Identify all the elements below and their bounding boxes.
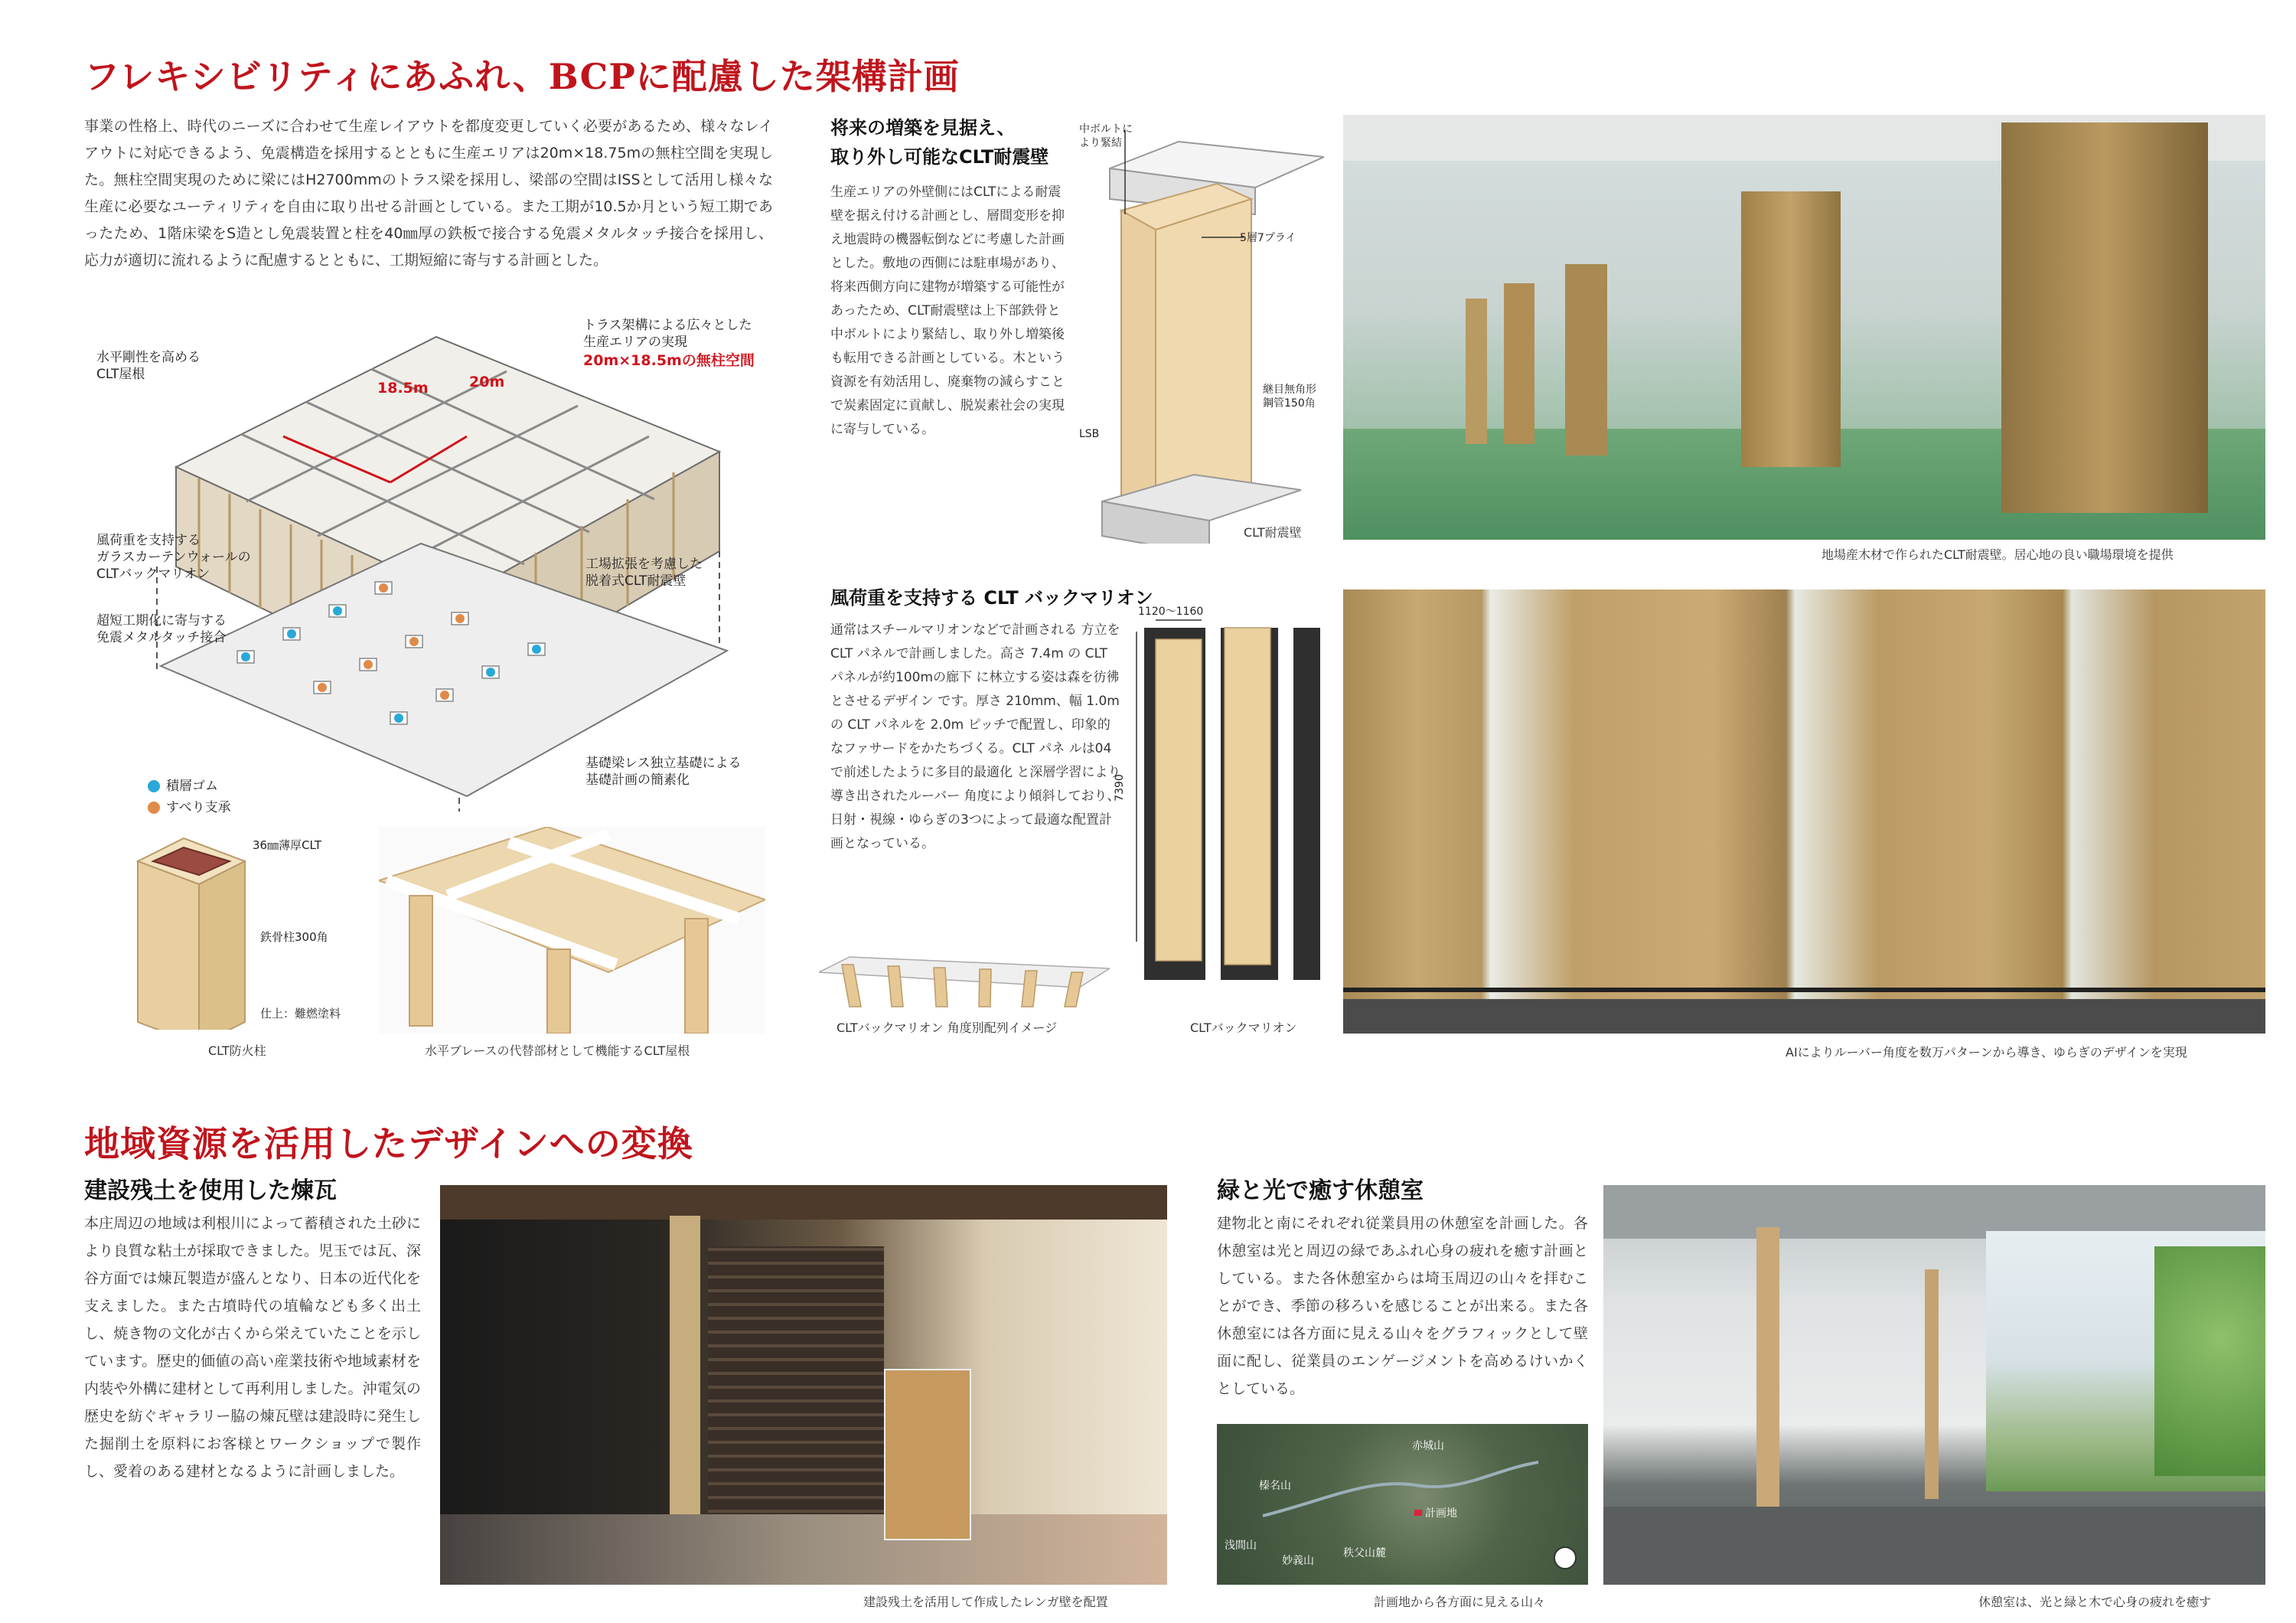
clt-panel-2 (1504, 283, 1534, 444)
area-map (1217, 1424, 1588, 1585)
intro-paragraph: 事業の性格上、時代のニーズに合わせて生産レイアウトを都度変更していく必要があるため、様々なレイアウトに対応できるよう、免震構造を採用するとともに生産エリアは20m×18.75mの無柱空間を実現した。無柱空間実現のために梁にはH2700mmのトラス梁を採用し、梁部の空間はISSとして活用し様々な生産に必要なユーティリティを自由に取り出せる計画としている。また工期が10.5か月という短工期であったため、1階床梁をS造とし免震装置と柱を40㎜厚の鉄板で接合する免震メタルタッチ接合を採用し、応力が適切に流れるように配慮するとともに、工期短縮に寄与する計画とした。 (84, 118, 773, 269)
clt-panel-1 (1466, 299, 1487, 444)
clt-panel-4 (1741, 191, 1841, 467)
compass-icon (1554, 1546, 1577, 1569)
mullion-elevation-drawing (1114, 605, 1328, 988)
brick-title: 建設残土を使用した煉瓦 (84, 1177, 337, 1204)
caption-mullion: CLTバックマリオン (1190, 1020, 1297, 1035)
wood-column-1 (1756, 1227, 1779, 1518)
label-finish: 仕上：難燃塗料 (260, 1007, 341, 1020)
mullion-text: 通常はスチールマリオンなどで計画される 方立を CLT パネルで計画しました。高さ 7.4m の CLT パネルが約100mの廊下 に林立する姿は森を彷彿とさせるデザイン です。厚さ 210mm、幅 1.0m の CLT パネルを 2.0m ピッチで配置し、印象的 なファサードをかたちづくる。CLT パネ ルは04 で前述したように多目的最適化 と深層学習により導き出されたルーバー 角度により傾斜しており、日射・視線・ゆらぎの3つによって最適な配置計画となっている。 (830, 622, 1121, 851)
caption-clt-roof: 水平ブレースの代替部材として機能するCLT屋根 (425, 1043, 690, 1058)
ceiling-louvers (440, 1185, 1167, 1220)
structure-diagram (84, 318, 788, 815)
legend-dot-orange (148, 802, 160, 814)
handrail (1343, 988, 2265, 992)
clt-wall-title-line1: 将来の増築を見据え、 (830, 117, 1016, 139)
lounge-photo (1603, 1185, 2265, 1585)
wood-column-2 (1925, 1269, 1939, 1499)
display-case (884, 1369, 971, 1540)
map-label-asama: 浅間山 (1225, 1540, 1257, 1552)
label-clt-roof: 水平剛性を高める CLT屋根 (96, 350, 201, 382)
mullion-title: 風荷重を支持する CLT バックマリオン (830, 587, 1153, 609)
caption-clt-wall: CLT耐震壁 (1244, 525, 1302, 540)
wood-panels (1343, 589, 2265, 1034)
clt-wall-illustration (1079, 115, 1324, 544)
caption-mullion-photo: AIによりルーバー角度を数万パターンから導き、ゆらぎのデザインを実現 (1786, 1045, 2187, 1060)
label-truss-highlight: 20m×18.5mの無柱空間 (583, 352, 755, 369)
map-label-myogi: 妙義山 (1282, 1555, 1314, 1567)
brick-wall (708, 1246, 884, 1537)
label-ply: 5層7プライ (1240, 232, 1296, 244)
caption-map: 計画地から各方面に見える山々 (1374, 1595, 1546, 1609)
label-clt36: 36㎜薄厚CLT (253, 838, 322, 852)
label-steel: 鉄骨柱300角 (260, 930, 328, 944)
legend-item-slider: すべり支承 (148, 782, 231, 816)
label-lsb: LSB (1079, 428, 1100, 440)
map-label-akagi: 赤城山 (1412, 1440, 1444, 1452)
clt-wall-drawing (1079, 115, 1324, 544)
label-clt-wall: 工場拡張を考慮した 脱着式CLT耐震壁 (585, 557, 703, 589)
mullion-angle-illustration (819, 942, 1110, 1011)
clt-panel-5 (2001, 122, 2208, 513)
map-label-haruna: 榛名山 (1259, 1480, 1291, 1492)
caption-fire-column: CLT防火柱 (208, 1043, 266, 1058)
dimension-width: 1120～1160 (1138, 606, 1204, 618)
section-heading-region: 地域資源を活用したデザインへの変換 (84, 1123, 693, 1164)
section-heading-structure: フレキシビリティにあふれ、BCPに配慮した架構計画 (84, 56, 960, 97)
clt-wall-title (830, 113, 1049, 171)
floor (1603, 1507, 2265, 1585)
clt-wall-photo (1343, 115, 2265, 540)
handrail-base (1343, 999, 2265, 1034)
tree (2154, 1246, 2265, 1476)
dimension-height: 7390 (1113, 774, 1126, 802)
label-curtain-wall: 風荷重を支持する ガラスカーテンウォールの CLTバックマリオン (96, 533, 251, 582)
label-foundation: 基礎梁レス独立基礎による 基礎計画の簡素化 (585, 756, 742, 788)
mullion-angle-drawing (819, 942, 1110, 1011)
label-bolt: 中ボルトに より緊結 (1079, 123, 1133, 149)
dimension-18-5m: 18.5m (377, 380, 429, 397)
clt-roof-illustration (379, 827, 765, 1034)
map-label-site: 計画地 (1425, 1507, 1457, 1520)
clt-wall-text: 生産エリアの外壁側にはCLTによる耐震壁を据え付ける計画とし、層間変形を抑え地震時の機器転倒などに考慮した計画とした。敷地の西側には駐車場があり、将来西側方向に建物が増築する可能性があったため、CLT耐震壁は上下部鉄骨と中ボルトにより緊結し、取り外し増築後も転用できる計画としている。木という資源を有効活用し、廃棄物の減らすことで炭素固定に貢献し、脱炭素社会の実現に寄与している。 (830, 185, 1065, 437)
map-label-chichibu: 秩父山麓 (1343, 1547, 1386, 1559)
clt-fire-column-drawing (130, 831, 360, 1030)
label-truss: トラス架構による広々とした 生産エリアの実現 (583, 318, 752, 350)
dimension-20m: 20m (469, 374, 505, 390)
caption-brick-photo: 建設残土を活用して作成したレンガ壁を配置 (863, 1595, 1108, 1609)
label-pipe: 継目無角形 鋼管150角 (1263, 384, 1316, 410)
lounge-text: 建物北と南にそれぞれ従業員用の休憩室を計画した。各休憩室は光と周辺の緑であふれ心身の疲れを癒す計画としている。また各休憩室からは埼玉周辺の山々を拝むことができ、季節の移ろいを感じることが出来る。また各休憩室には各方面に見える山々をグラフィックとして壁面に配し、従業員のエンゲージメントを高めるけいかくとしている。 (1217, 1215, 1588, 1397)
caption-lounge-photo: 休憩室は、光と緑と木で心身の疲れを癒す (1978, 1595, 2212, 1609)
mullion-photo (1343, 589, 2265, 1034)
label-metal-touch: 超短工期化に寄与する 免震メタルタッチ接合 (96, 613, 227, 645)
caption-mullion-angle: CLTバックマリオン 角度別配列イメージ (837, 1020, 1058, 1035)
clt-panel-3 (1565, 264, 1607, 456)
legend-item-rubber: 積層ゴム (148, 761, 218, 795)
brick-photo (440, 1185, 1167, 1585)
lounge-title: 緑と光で癒す休憩室 (1217, 1177, 1424, 1204)
clt-roof-drawing (379, 827, 765, 1034)
floor (440, 1514, 1167, 1585)
clt-wall-title-line2: 取り外し可能なCLT耐震壁 (830, 146, 1049, 168)
mullion-elevation-illustration (1114, 605, 1328, 988)
map-river (1217, 1424, 1588, 1585)
caption-clt-wall-photo: 地場産木材で作られたCLT耐震壁。居心地の良い職場環境を提供 (1821, 547, 2174, 562)
brick-text: 本庄周辺の地域は利根川によって蓄積された土砂により良質な粘土が採取できました。児玉では瓦、深谷方面では煉瓦製造が盛んとなり、日本の近代化を支えました。また古墳時代の埴輪なども多く出土し、焼き物の文化が古くから栄えていたことを示しています。歴史的価値の高い産業技術や地域素材を内装や外構に建材として再利用しました。沖電気の歴史を紡ぐギャラリー脇の煉瓦壁は建設時に発生した掘削土を原料にお客様とワークショップで製作し、愛着のある建材となるように計画しました。 (84, 1215, 421, 1480)
